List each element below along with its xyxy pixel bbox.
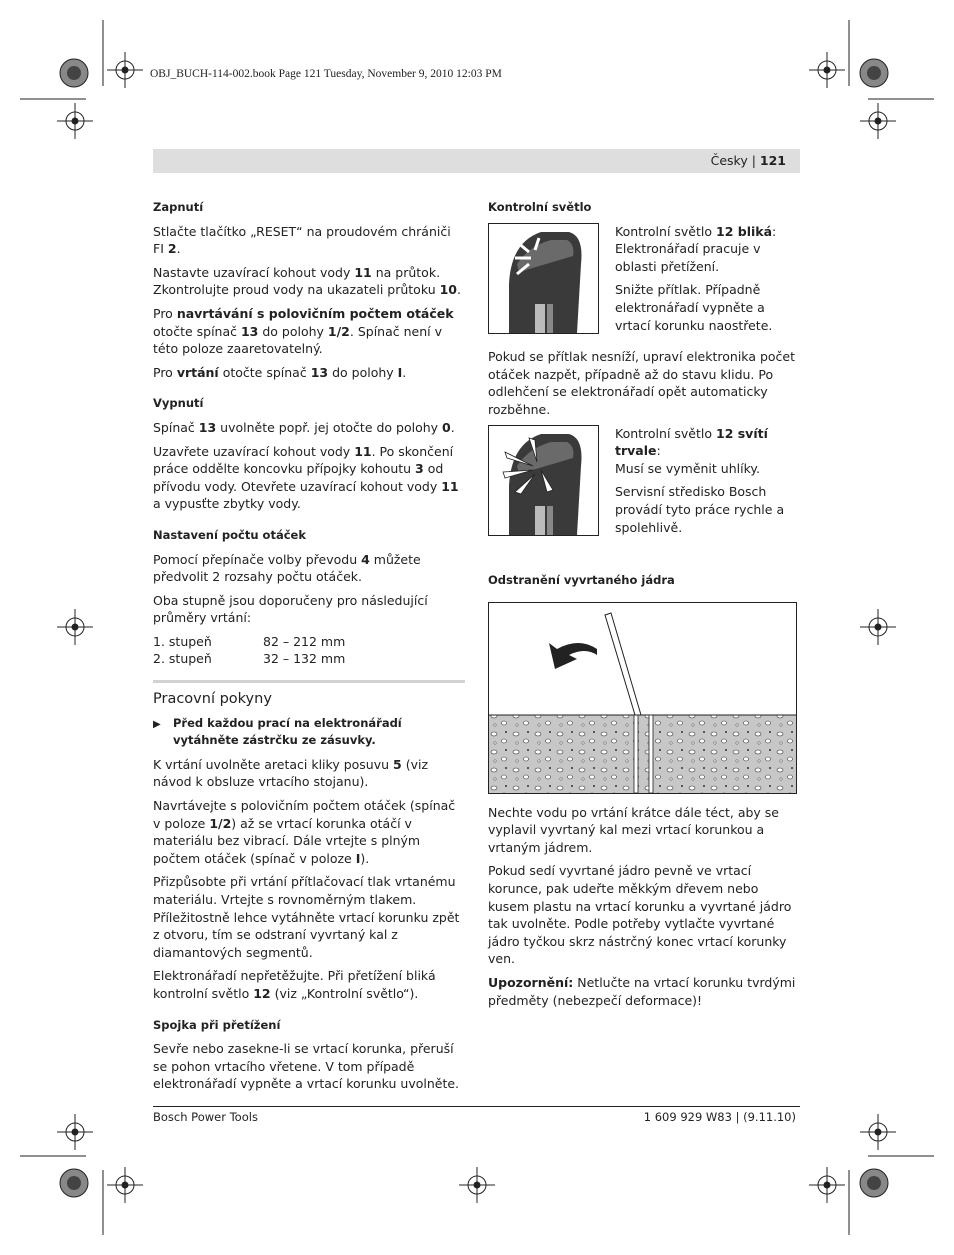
paragraph: Upozornění: Netlučte na vrtací korunku tvrdými předměty (nebezpečí deformace)! — [488, 975, 796, 1008]
paragraph: Spínač 13 uvolněte popř. jej otočte do polohy 0. — [153, 419, 455, 435]
heading-vypnuti: Vypnutí — [153, 396, 204, 411]
color-target-icon — [59, 58, 89, 88]
indicator-blinking-illustration — [488, 223, 599, 334]
safety-warning: ▶ Před každou prací na elektronářadí vytáhněte zástrčku ze zásuvky. — [153, 715, 465, 750]
crosshair-icon — [57, 1114, 93, 1150]
paragraph: Pokud sedí vyvrtané jádro pevně ve vrtací korunce, pak udeřte měkkým dřevem nebo kusem plastu na vrtací korunku a vyvrtané jádro tak uvolněte. Podle potřeby vytlačte vyvrtané jádro tyčkou skrz nástrčný konec vrtací korunky ven. — [488, 863, 792, 967]
paragraph: Pokud se přítlak nesníží, upraví elektronika počet otáček nazpět, případně až do stavu klidu. Po odlehčení se elektronářadí opět automaticky rozběhne. — [488, 349, 795, 417]
paragraph: Kontrolní světlo 12 bliká: Elektronářadí pracuje v oblasti přetížení. — [615, 223, 777, 274]
paragraph: Pro navrtávání s polovičním počtem otáček otočte spínač 13 do polohy 1/2. Spínač není v této poloze zaaretovatelný. — [153, 305, 454, 357]
paragraph: Stlačte tlačítko „RESET“ na proudovém chrániči FI 2. — [153, 223, 451, 257]
crosshair-icon — [107, 52, 143, 88]
triangle-bullet-icon: ▶ — [153, 718, 161, 730]
paragraph: K vrtání uvolněte aretaci kliky posuvu 5 (viz návod k obsluze vrtacího stojanu). — [153, 756, 429, 790]
paragraph: Oba stupně jsou doporučeny pro následující průměry vrtání: — [153, 592, 428, 626]
crosshair-icon — [107, 1167, 143, 1203]
crosshair-icon — [459, 1167, 495, 1203]
paragraph: Pomocí přepínače volby převodu 4 můžete předvolit 2 rozsahy počtu otáček. — [153, 551, 421, 585]
heading-pokyny: Pracovní pokyny — [153, 691, 272, 708]
heading-kontrolni-svetlo: Kontrolní světlo — [488, 200, 592, 214]
color-target-icon — [59, 1168, 89, 1198]
footer-brand: Bosch Power Tools — [153, 1110, 258, 1124]
speed-table — [153, 633, 465, 668]
heading-spojka: Spojka při přetížení — [153, 1017, 281, 1032]
crosshair-icon — [860, 103, 896, 139]
print-slug: OBJ_BUCH-114-002.book Page 121 Tuesday, November 9, 2010 12:03 PM — [150, 68, 502, 80]
paragraph: Servisní středisko Bosch provádí tyto práce rychle a spolehlivě. — [615, 484, 785, 535]
right-column — [488, 199, 800, 1015]
paragraph: Nechte vodu po vrtání krátce dále téct, aby se vyplavil vyvrtaný kal mezi vrtací korunkou a vrtaným jádrem. — [488, 804, 779, 855]
crosshair-icon — [57, 103, 93, 139]
crosshair-icon — [860, 609, 896, 645]
section-divider — [153, 680, 465, 683]
paragraph: Sevře nebo zasekne-li se vrtací korunka, přeruší se pohon vrtacího vřetene. V tom případě elektronářadí vypněte a vrtací korunku uvolněte. — [153, 1041, 460, 1092]
speed-row: 1. stupeň 82 – 212 mm — [153, 633, 346, 649]
page-number: 121 — [759, 153, 786, 168]
paragraph: Elektronářadí nepřetěžujte. Při přetížení bliká kontrolní světlo 12 (viz „Kontrolní světlo“). — [153, 968, 436, 1001]
crosshair-icon — [809, 52, 845, 88]
page-footer — [153, 1106, 800, 1124]
paragraph: Snižte přítlak. Případně elektronářadí vypněte a vrtací korunku naostřete. — [615, 282, 773, 333]
color-target-icon — [859, 58, 889, 88]
speed-row: 2. stupeň 32 – 132 mm — [153, 651, 346, 667]
heading-odstraneni-jadra: Odstranění vyvrtaného jádra — [488, 573, 675, 588]
paragraph: Kontrolní světlo 12 svítí trvale: Musí se vyměnit uhlíky. — [615, 425, 768, 476]
crosshair-icon — [809, 1167, 845, 1203]
heading-zapnuti: Zapnutí — [153, 200, 204, 214]
paragraph: Uzavřete uzavírací kohout vody 11. Po skončení práce oddělte koncovku přípojky kohoutu 3 od přívodu vody. Otevřete uzavírací kohout vody 11 a vypusťte zbytky vody. — [153, 443, 459, 512]
header-language: Česky — [710, 153, 748, 168]
left-column — [153, 199, 465, 1099]
heading-otacky: Nastavení počtu otáček — [153, 527, 306, 542]
footer-doc-number: 1 609 929 W83 | (9.11.10) — [643, 1110, 796, 1124]
crosshair-icon — [57, 609, 93, 645]
paragraph: Navrtávejte s polovičním počtem otáček (spínač v poloze 1/2) až se vrtací korunka otáčí v materiálu bez vibrací. Dále vrtejte s plným počtem otáček (spínač v poloze I). — [153, 798, 456, 866]
page-header — [153, 149, 800, 173]
crosshair-icon — [860, 1114, 896, 1150]
header-separator: | — [751, 153, 756, 168]
color-target-icon — [859, 1168, 889, 1198]
indicator-steady-illustration — [488, 425, 599, 536]
paragraph: Nastavte uzavírací kohout vody 11 na průtok. Zkontrolujte proud vody na ukazateli průtoku 10. — [153, 264, 461, 298]
paragraph: Přizpůsobte při vrtání přítlačovací tlak vrtanému materiálu. Vrtejte s rovnoměrným tlakem. Příležitostně lehce vytáhněte vrtací korunku zpět z otvoru, tím se odstraní vyvrtaný kal z diamantových segmentů. — [153, 874, 460, 960]
core-removal-illustration — [488, 602, 797, 794]
paragraph: Pro vrtání otočte spínač 13 do polohy I. — [153, 364, 407, 380]
